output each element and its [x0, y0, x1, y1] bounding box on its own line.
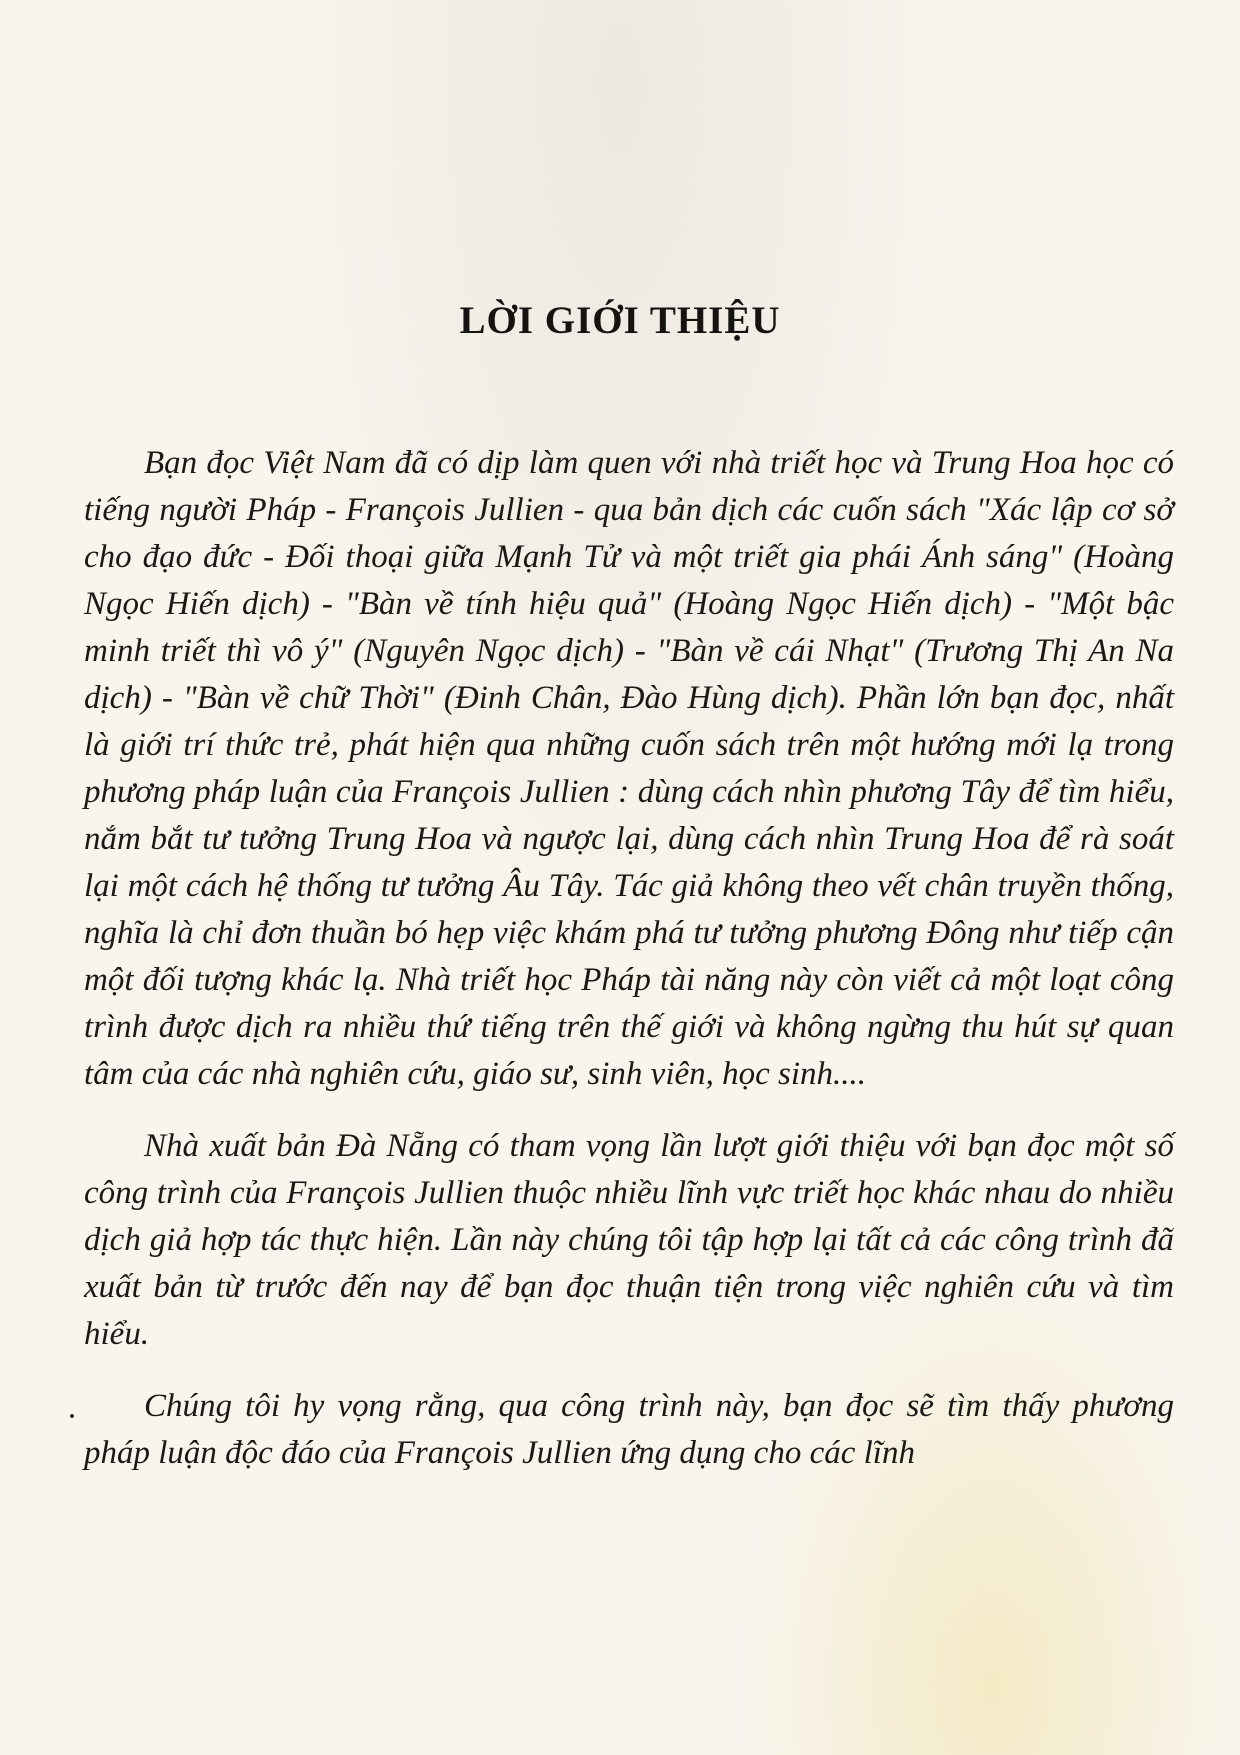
page-body	[84, 440, 1174, 1477]
page-title: LỜI GIỚI THIỆU	[459, 299, 781, 342]
paragraph-intro: Bạn đọc Việt Nam đã có dịp làm quen với nhà triết học và Trung Hoa học có tiếng người Pháp - François Jullien - qua bản dịch các cuốn sách "Xác lập cơ sở cho đạo đức - Đối thoại giữa Mạnh Tử và một triết gia phái Ánh sáng" (Hoàng Ngọc Hiến dịch) - "Bàn về tính hiệu quả" (Hoàng Ngọc Hiến dịch) - "Một bậc minh triết thì vô ý" (Nguyên Ngọc dịch) - "Bàn về cái Nhạt" (Trương Thị An Na dịch) - "Bàn về chữ Thời" (Đinh Chân, Đào Hùng dịch). Phần lớn bạn đọc, nhất là giới trí thức trẻ, phát hiện qua những cuốn sách trên một hướng mới lạ trong phương pháp luận của François Jullien : dùng cách nhìn phương Tây để tìm hiểu, nắm bắt tư tưởng Trung Hoa và ngược lại, dùng cách nhìn Trung Hoa để rà soát lại một cách hệ thống tư tưởng Âu Tây. Tác giả không theo vết chân truyền thống, nghĩa là chỉ đơn thuần bó hẹp việc khám phá tư tưởng phương Đông như tiếp cận một đối tượng khác lạ. Nhà triết học Pháp tài năng này còn viết cả một loạt công trình được dịch ra nhiều thứ tiếng trên thế giới và không ngừng thu hút sự quan tâm của các nhà nghiên cứu, giáo sư, sinh viên, học sinh....	[84, 445, 1174, 1092]
paragraph-hope: Chúng tôi hy vọng rằng, qua công trình này, bạn đọc sẽ tìm thấy phương pháp luận độc đáo của François Jullien ứng dụng cho các lĩnh	[84, 1388, 1174, 1471]
ink-speck	[70, 1414, 74, 1418]
paragraph-publisher: Nhà xuất bản Đà Nẵng có tham vọng lần lượt giới thiệu với bạn đọc một số công trình của François Jullien thuộc nhiều lĩnh vực triết học khác nhau do nhiều dịch giả hợp tác thực hiện. Lần này chúng tôi tập hợp lại tất cả các công trình đã xuất bản từ trước đến nay để bạn đọc thuận tiện trong việc nghiên cứu và tìm hiểu.	[84, 1128, 1174, 1352]
